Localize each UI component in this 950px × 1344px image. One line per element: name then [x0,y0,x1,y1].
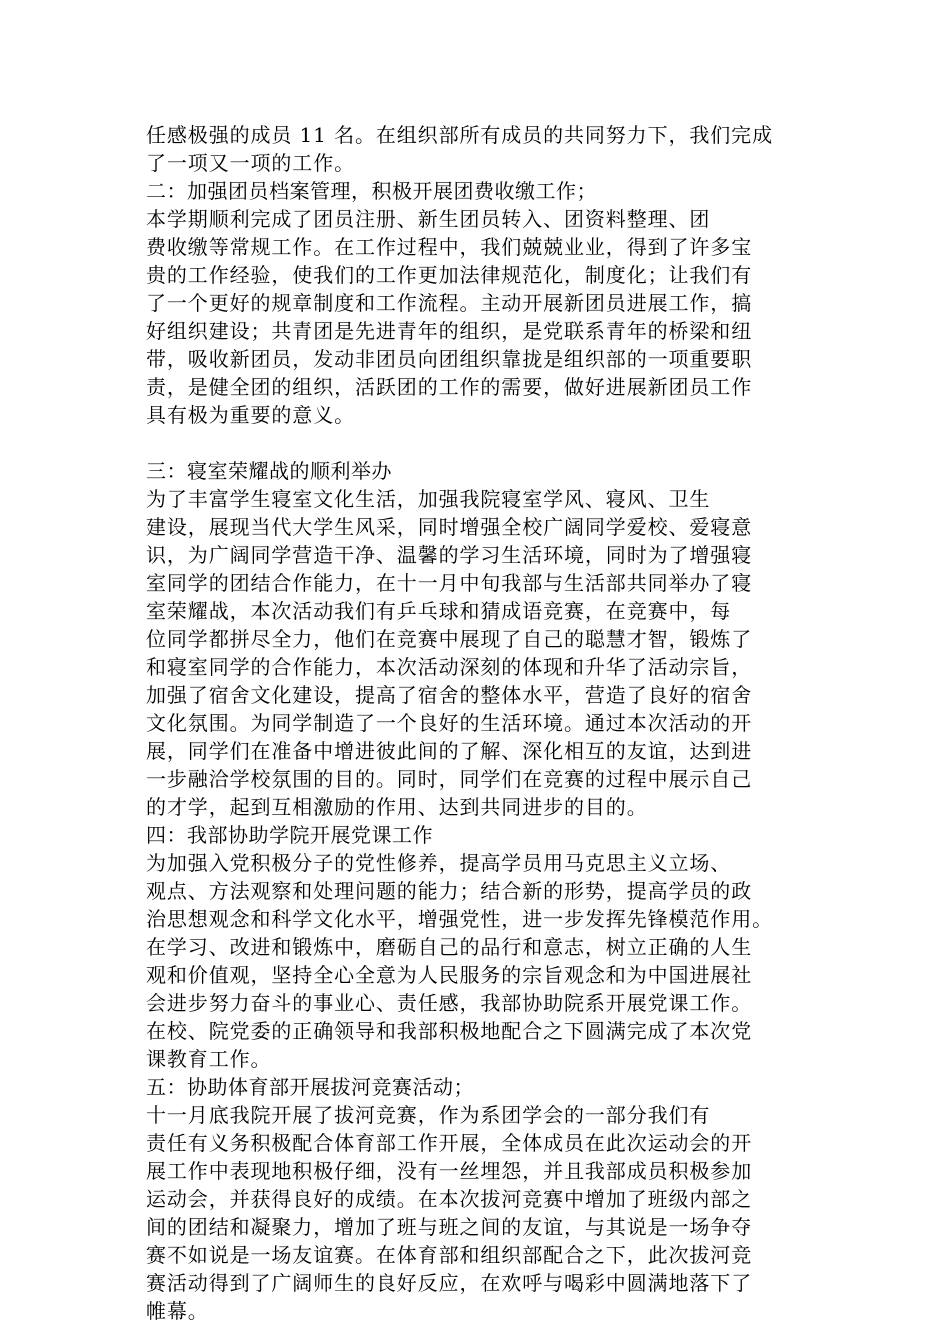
text-line: 一步融洽学校氛围的目的。同时，同学们在竞赛的过程中展示自己 [146,767,753,791]
text-line: 展，同学们在准备中增进彼此间的了解、深化相互的友谊，达到进 [146,739,753,763]
text-line: 课教育工作。 [146,1047,272,1071]
text-line: 位同学都拼尽全力，他们在竞赛中展现了自己的聪慧才智，锻炼了 [146,627,753,651]
text-line: 责，是健全团的组织，活跃团的工作的需要，做好进展新团员工作 [146,375,753,399]
text-line: 任感极强的成员 11 名。在组织部所有成员的共同努力下，我们完成 [146,123,773,147]
text-line: 本学期顺利完成了团员注册、新生团员转入、团资料整理、团 [146,207,711,231]
text-line: 展工作中表现地积极仔细，没有一丝埋怨，并且我部成员积极参加 [146,1159,753,1183]
text-line: 为了丰富学生寝室文化生活，加强我院寝室学风、寝风、卫生 [146,487,711,511]
text-line: 了一项又一项的工作。 [146,151,355,175]
text-line: 文化氛围。为同学制造了一个良好的生活环境。通过本次活动的开 [146,711,753,735]
text-line: 的才学，起到互相激励的作用、达到共同进步的目的。 [146,795,648,819]
text-line: 室荣耀战，本次活动我们有乒乓球和猜成语竞赛，在竞赛中，每 [146,599,732,623]
text-line: 十一月底我院开展了拔河竞赛，作为系团学会的一部分我们有 [146,1103,711,1127]
text-line: 责任有义务积极配合体育部工作开展，全体成员在此次运动会的开 [146,1131,753,1155]
section-heading: 五：协助体育部开展拔河竞赛活动； [146,1075,474,1099]
text-line: 在校、院党委的正确领导和我部积极地配合之下圆满完成了本次党 [146,1019,753,1043]
text-line: 观和价值观，坚持全心全意为人民服务的宗旨观念和为中国进展社 [146,963,753,987]
text-line: 建设，展现当代大学生风采，同时增强全校广阔同学爱校、爱寝意 [146,515,753,539]
text-line: 了一个更好的规章制度和工作流程。主动开展新团员进展工作，搞 [146,291,753,315]
text-line: 室同学的团结合作能力，在十一月中旬我部与生活部共同举办了寝 [146,571,753,595]
section-heading: 四：我部协助学院开展党课工作 [146,823,433,847]
section-heading: 二：加强团员档案管理，积极开展团费收缴工作； [146,179,597,203]
text-line: 带，吸收新团员，发动非团员向团组织靠拢是组织部的一项重要职 [146,347,753,371]
text-line: 在学习、改进和锻炼中，磨砺自己的品行和意志，树立正确的人生 [146,935,753,959]
text-line: 会进步努力奋斗的事业心、责任感，我部协助院系开展党课工作。 [146,991,753,1015]
text-line: 赛不如说是一场友谊赛。在体育部和组织部配合之下，此次拔河竞 [146,1243,753,1267]
text-line: 帷幕。 [146,1299,209,1323]
text-line: 为加强入党积极分子的党性修养，提高学员用马克思主义立场、 [146,851,732,875]
text-line: 和寝室同学的合作能力，本次活动深刻的体现和升华了活动宗旨， [146,655,753,679]
text-line: 治思想观念和科学文化水平，增强党性，进一步发挥先锋模范作用。 [146,907,773,931]
text-line: 贵的工作经验，使我们的工作更加法律规范化，制度化；让我们有 [146,263,753,287]
text-line: 加强了宿舍文化建设，提高了宿舍的整体水平，营造了良好的宿舍 [146,683,753,707]
text-line: 间的团结和凝聚力，增加了班与班之间的友谊，与其说是一场争夺 [146,1215,753,1239]
text-line: 识，为广阔同学营造干净、温馨的学习生活环境，同时为了增强寝 [146,543,753,567]
text-line: 费收缴等常规工作。在工作过程中，我们兢兢业业，得到了许多宝 [146,235,753,259]
text-line: 观点、方法观察和处理问题的能力；结合新的形势，提高学员的政 [146,879,753,903]
section-heading: 三：寝室荣耀战的顺利举办 [146,459,392,483]
text-line: 赛活动得到了广阔师生的良好反应，在欢呼与喝彩中圆满地落下了 [146,1271,753,1295]
text-line: 好组织建设；共青团是先进青年的组织，是党联系青年的桥梁和纽 [146,319,753,343]
text-line: 运动会，并获得良好的成绩。在本次拔河竞赛中增加了班级内部之 [146,1187,753,1211]
text-line: 具有极为重要的意义。 [146,403,355,427]
